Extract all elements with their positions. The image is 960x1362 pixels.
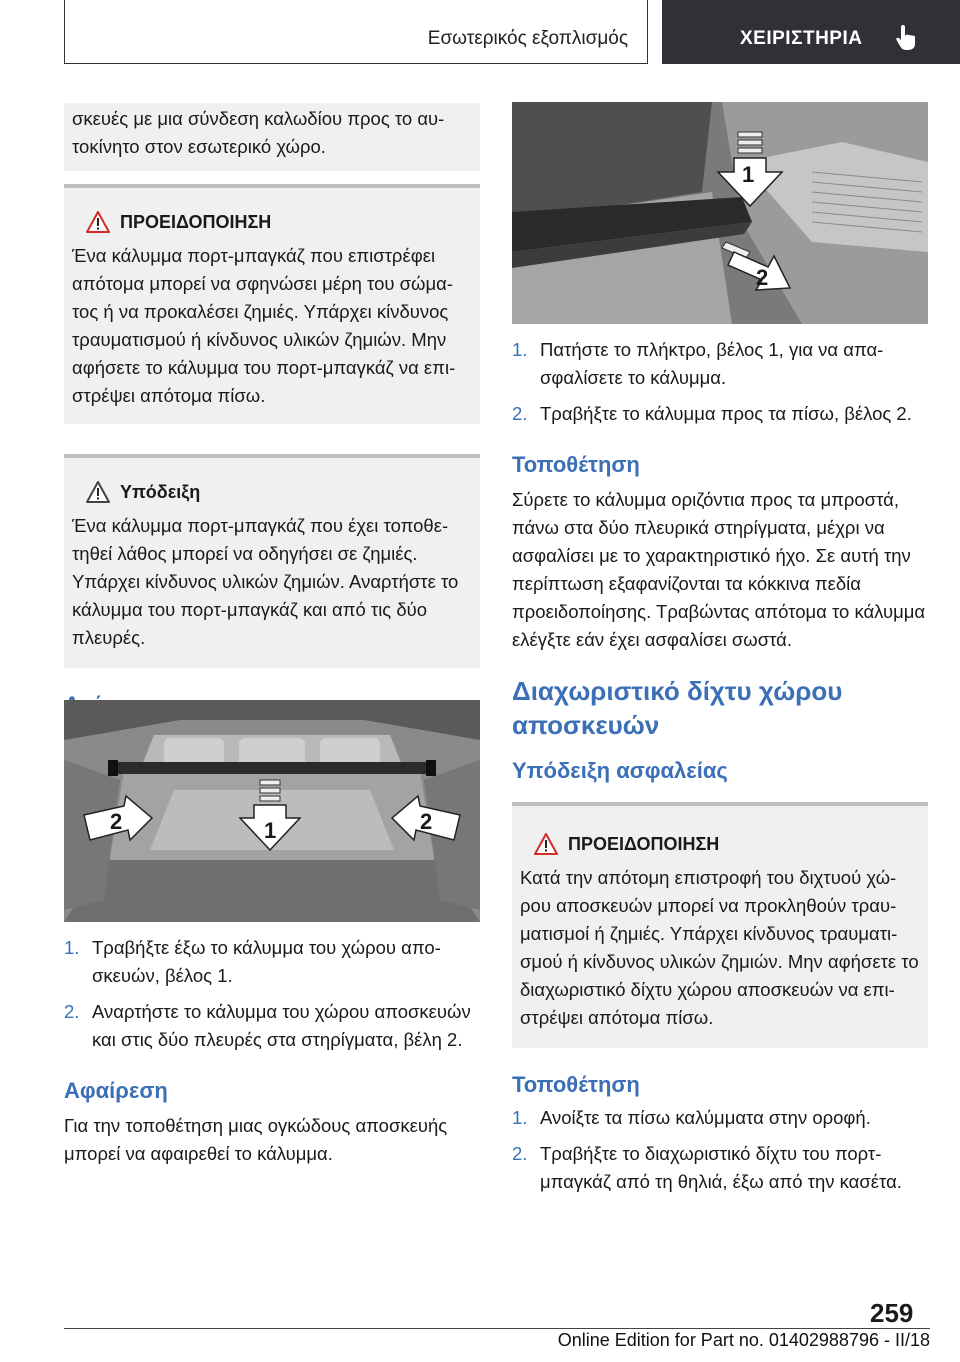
header-manual-title: ΧΕΙΡΙΣΤΗΡΙΑ <box>740 28 863 49</box>
remove-text: Για την τοποθέτηση μιας ογκώδους αποσκευής μπορεί να αφαιρεθεί το κάλυμμα. <box>64 1115 448 1164</box>
caution-triangle-icon <box>86 481 110 503</box>
figure-cargo-cover-hanging <box>64 700 480 922</box>
continued-text-box <box>64 103 480 171</box>
figure-label: 1 <box>742 162 755 187</box>
figure-label: 2 <box>756 265 769 290</box>
list-number: 1. <box>64 937 80 958</box>
section-heading-place: Τοποθέτηση <box>512 452 640 477</box>
page-number: 259 <box>870 1298 914 1328</box>
header-section-title: Εσωτερικός εξοπλισμός <box>427 28 628 49</box>
list-number: 2. <box>64 1001 80 1022</box>
list-item <box>64 934 480 990</box>
list-text: Τραβήξτε το διαχωριστικό δίχτυ του πορτ-μπαγκάζ από τη θηλιά, έξω από την κασέτα. <box>540 1143 902 1192</box>
list-text: Αναρτήστε το κάλυμμα του χώρου αποσκευών και στις δύο πλευρές στα στηρίγματα, βέλη 2. <box>92 1001 471 1050</box>
section-heading-remove: Αφαίρεση <box>64 1078 168 1103</box>
figure-label: 1 <box>264 818 277 843</box>
list-number: 2. <box>512 1143 528 1164</box>
list-number: 1. <box>512 1107 528 1128</box>
list-text: Πατήστε το πλήκτρο, βέλος 1, για να απασφαλίσετε το κάλυμμα. <box>540 339 884 388</box>
warning-text: Ένα κάλυμμα πορτ-μπαγκάζ που επιστρέφει απότομα μπορεί να σφηνώσει μέρη του σώματος ή να προκαλέσει ζημιές. Υπάρχει κίνδυνος τραυματισμού ή κίνδυνος υλικών ζημιών. Μην αφήσετε το κάλυμμα του πορτ-μπαγκάζ να επιστρέψει απότομα πίσω. <box>72 245 456 406</box>
place-text: Σύρετε το κάλυμμα οριζόντια προς τα μπροστά, πάνω στα δύο πλευρικά στηρίγματα, μέχρι να ασφαλίσει με το χαρακτηριστικό ήχο. Σε αυτή την περίπτωση εξαφανίζονται τα κόκκινα πεδία προειδοποίησης. Τραβώντας απότομα το κάλυμμα ελέγξτε εάν έχει ασφαλίσει σωστά. <box>512 489 926 650</box>
warning-box <box>64 184 480 424</box>
list-number: 1. <box>512 339 528 360</box>
warning-box <box>512 802 928 1048</box>
warning-text: Κατά την απότομη επιστροφή του διχτυού χώρου αποσκευών μπορεί να προκληθούν τραυματισμοί ή ζημιές. Υπάρχει κίνδυνος τραυματισμού ή κίνδυνος υλικών ζημιών. Μην αφήσετε το διαχωριστικό δίχτυ χώρου αποσκευών να επιστρέψει απότομα πίσω. <box>520 867 919 1028</box>
list-item <box>512 336 928 392</box>
list-text: Τραβήξτε έξω το κάλυμμα του χώρου αποσκευών, βέλος 1. <box>92 937 441 986</box>
figure-label: 2 <box>110 809 123 834</box>
warning-title: ΠΡΟΕΙΔΟΠΟΙΗΣΗ <box>120 211 272 232</box>
list-text: Ανοίξτε τα πίσω καλύμματα στην οροφή. <box>540 1107 871 1128</box>
hand-pointer-icon <box>892 22 922 52</box>
notice-text: Ένα κάλυμμα πορτ-μπαγκάζ που έχει τοποθετηθεί λάθος μπορεί να οδηγήσει σε ζημιές. Υπάρχει κίνδυνος υλικών ζημιών. Αναρτήστε το κάλυμμα του πορτ-μπαγκάζ και από τις δύο πλευρές. <box>72 515 459 648</box>
list-number: 2. <box>512 403 528 424</box>
list-item <box>512 1104 928 1132</box>
notice-title: Υπόδειξη <box>120 481 201 502</box>
section-heading-place-net: Τοποθέτηση <box>512 1072 640 1097</box>
section-heading-net: Διαχωριστικό δίχτυ χώρου αποσκευών <box>512 676 843 740</box>
footer-edition: Online Edition for Part no. 01402988796 - II/18 <box>557 1330 930 1350</box>
list-text: Τραβήξτε το κάλυμμα προς τα πίσω, βέλος 2. <box>540 403 912 424</box>
footer-divider <box>64 1328 930 1329</box>
notice-box <box>64 454 480 668</box>
warning-triangle-icon <box>86 211 110 233</box>
warning-title: ΠΡΟΕΙΔΟΠΟΙΗΣΗ <box>568 833 720 854</box>
figure-label: 2 <box>420 809 433 834</box>
list-item <box>512 1140 928 1196</box>
figure-cargo-cover-release <box>512 102 928 324</box>
list-item <box>64 998 480 1054</box>
section-heading-safety: Υπόδειξη ασφαλείας <box>512 758 728 783</box>
warning-triangle-icon <box>534 833 558 855</box>
intro-text: σκευές με μια σύνδεση καλωδίου προς το αυτοκίνητο στον εσωτερικό χώρο. <box>72 108 445 157</box>
list-item <box>512 400 928 428</box>
